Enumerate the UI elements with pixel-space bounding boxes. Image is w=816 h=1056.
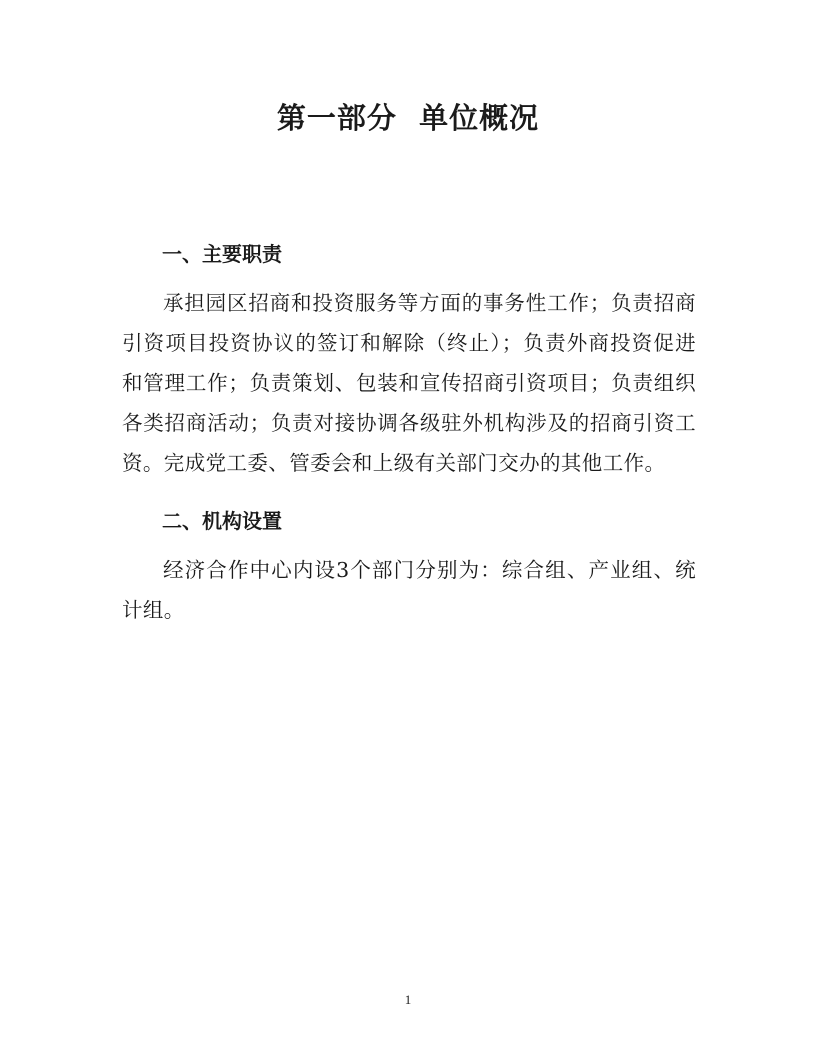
section-heading-responsibilities: 一、主要职责 <box>162 242 282 266</box>
responsibilities-paragraph: 承担园区招商和投资服务等方面的事务性工作；负责招商引资项目投资协议的签订和解除（终止）；负责外商投资促进和管理工作；负责策划、包装和宣传招商引资项目；负责组织各类招商活动；负责对接协调各级驻外机构涉及的招商引资工资。完成党工委、管委会和上级有关部门交办的其他工作。 <box>122 291 696 475</box>
page-title: 第一部分 单位概况 <box>276 101 540 135</box>
page-number: 1 <box>404 992 412 1007</box>
section-heading-organization: 二、机构设置 <box>162 509 282 533</box>
organization-paragraph: 经济合作中心内设3个部门分别为：综合组、产业组、统计组。 <box>122 558 696 622</box>
